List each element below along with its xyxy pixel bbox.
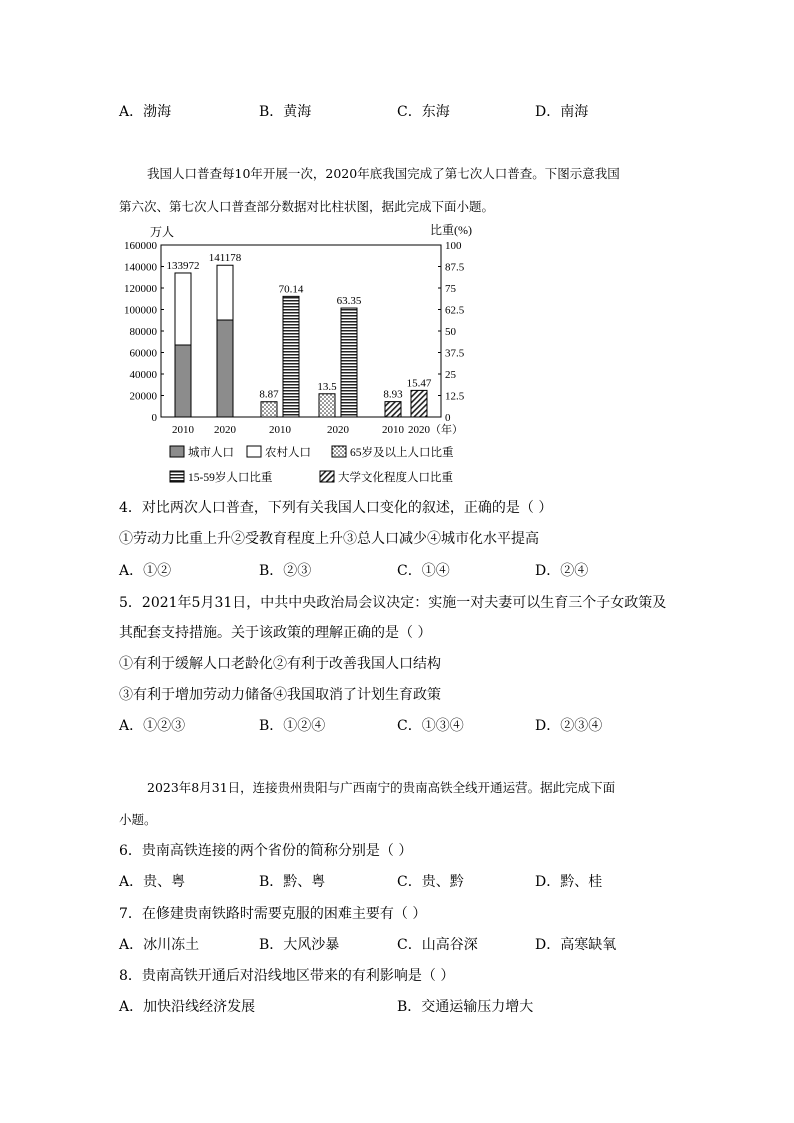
bar-2010 — [283, 296, 299, 417]
right-tick-label: 75 — [445, 283, 456, 295]
right-tick-label: 12.5 — [445, 390, 465, 403]
stem-paragraph-line: 我国人口普查每10年开展一次，2020年底我国完成了第七次人口普查。下图示意我国 — [147, 166, 620, 181]
stem-paragraph-line: 2023年8月31日，连接贵州贵阳与广西南宁的贵南高铁全线开通运营。据此完成下面 — [147, 780, 616, 795]
stem-paragraph-line: 小题。 — [119, 812, 157, 827]
question-4-stem: 4．对比两次人口普查，下列有关我国人口变化的叙述，正确的是（ ） — [119, 500, 553, 516]
bar-rural-2020 — [217, 265, 233, 320]
q5-option-c: C．①③④ — [397, 718, 464, 734]
x-tick-label: 2010 — [382, 424, 404, 436]
right-tick-label: 87.5 — [445, 261, 465, 274]
x-tick-label: 2010 — [172, 424, 194, 436]
option-d: D．南海 — [535, 104, 589, 120]
q8-option-b: B．交通运输压力增大 — [397, 999, 534, 1015]
right-tick-label: 100 — [445, 240, 462, 252]
legend-label: 城市人口 — [188, 447, 234, 459]
bar-2020 — [319, 394, 335, 417]
legend-label: 65岁及以上人口比重 — [350, 447, 454, 459]
left-tick-label: 0 — [151, 412, 157, 424]
q4-option-d: D．②④ — [535, 563, 589, 579]
bar-2010 — [385, 402, 401, 417]
bar-value-label: 133972 — [166, 259, 200, 272]
question-5-stem: 其配套支持措施。关于该政策的理解正确的是（ ） — [119, 625, 432, 641]
right-tick-label: 37.5 — [445, 347, 465, 360]
q5-option-a: A．①②③ — [119, 718, 186, 734]
left-tick-label: 40000 — [129, 369, 157, 381]
right-tick-label: 25 — [445, 369, 456, 381]
q4-option-b: B．②③ — [259, 563, 312, 579]
bar-urban-2010 — [175, 345, 191, 417]
left-tick-label: 120000 — [124, 283, 157, 295]
q6-option-b: B．黔、粤 — [259, 874, 326, 890]
left-tick-label: 80000 — [129, 326, 157, 338]
legend-swatch — [320, 471, 334, 482]
q4-option-a: A．①② — [119, 563, 172, 579]
legend-label: 大学文化程度人口比重 — [338, 472, 453, 484]
question-7-stem: 7．在修建贵南铁路时需要克服的困难主要有（ ） — [119, 906, 427, 922]
q7-option-c: C．山高谷深 — [397, 937, 478, 953]
x-tick-label: 2020 — [408, 424, 430, 436]
legend-swatch — [332, 446, 346, 457]
right-tick-label: 62.5 — [445, 304, 465, 317]
x-tick-label: 2020 — [327, 424, 349, 436]
q7-option-d: D．高寒缺氧 — [535, 937, 617, 953]
right-axis-label: 比重(%) — [430, 223, 472, 237]
x-axis-unit: （年） — [430, 424, 463, 436]
q8-option-a: A．加快沿线经济发展 — [119, 999, 256, 1015]
q4-option-c: C．①④ — [397, 563, 450, 579]
q5-option-b: B．①②④ — [259, 718, 326, 734]
legend-label: 15-59岁人口比重 — [188, 472, 273, 484]
x-tick-label: 2020 — [214, 424, 236, 436]
left-tick-label: 60000 — [129, 347, 157, 360]
question-5-items: ③有利于增加劳动力储备④我国取消了计划生育政策 — [119, 687, 441, 703]
question-5-items: ①有利于缓解人口老龄化②有利于改善我国人口结构 — [119, 656, 441, 672]
q5-option-d: D．②③④ — [535, 718, 603, 734]
legend-swatch — [170, 446, 184, 457]
question-6-stem: 6．贵南高铁连接的两个省份的简称分别是（ ） — [119, 843, 413, 859]
q6-option-a: A．贵、粤 — [119, 874, 186, 890]
left-tick-label: 160000 — [124, 240, 157, 252]
bar-urban-2020 — [217, 320, 233, 417]
right-tick-label: 0 — [445, 412, 451, 424]
legend-swatch — [170, 471, 184, 482]
question-5-stem: 5．2021年5月31日，中共中央政治局会议决定：实施一对夫妻可以生育三个子女政策及 — [119, 595, 667, 611]
bar-2020 — [341, 308, 357, 417]
question-8-stem: 8．贵南高铁开通后对沿线地区带来的有利影响是（ ） — [119, 968, 455, 984]
bar-value-label: 13.5 — [317, 380, 337, 393]
legend-label: 农村人口 — [265, 447, 311, 459]
option-c: C．东海 — [397, 104, 450, 120]
option-a: A．渤海 — [119, 104, 172, 120]
question-4-items: ①劳动力比重上升②受教育程度上升③总人口减少④城市化水平提高 — [119, 531, 539, 547]
bar-2010 — [261, 402, 277, 417]
left-tick-label: 20000 — [129, 390, 157, 403]
left-tick-label: 100000 — [124, 304, 157, 317]
left-axis-label: 万人 — [150, 225, 175, 239]
bar-2020 — [411, 390, 427, 417]
q7-option-a: A．冰川冻土 — [119, 937, 200, 953]
option-b: B．黄海 — [259, 104, 312, 120]
q6-option-d: D．黔、桂 — [535, 874, 603, 890]
right-tick-label: 50 — [445, 326, 456, 338]
left-tick-labels — [124, 240, 164, 424]
chart-legend — [170, 445, 454, 484]
q6-option-c: C．贵、黔 — [397, 874, 464, 890]
bar-value-label: 70.14 — [278, 283, 304, 296]
x-tick-label: 2010 — [269, 424, 291, 436]
stem-paragraph-line: 第六次、第七次人口普查部分数据对比柱状图，据此完成下面小题。 — [119, 199, 495, 214]
population-census-chart — [110, 222, 480, 490]
bar-value-label: 15.47 — [406, 377, 432, 390]
bar-value-label: 8.93 — [383, 388, 403, 401]
bar-rural-2010 — [175, 273, 191, 345]
bar-value-label: 8.87 — [259, 388, 279, 401]
bar-value-label: 63.35 — [336, 295, 362, 308]
left-tick-label: 140000 — [124, 261, 157, 274]
right-tick-labels — [438, 240, 465, 424]
q7-option-b: B．大风沙暴 — [259, 937, 340, 953]
bar-value-label: 141178 — [208, 252, 242, 265]
legend-swatch — [247, 446, 261, 457]
